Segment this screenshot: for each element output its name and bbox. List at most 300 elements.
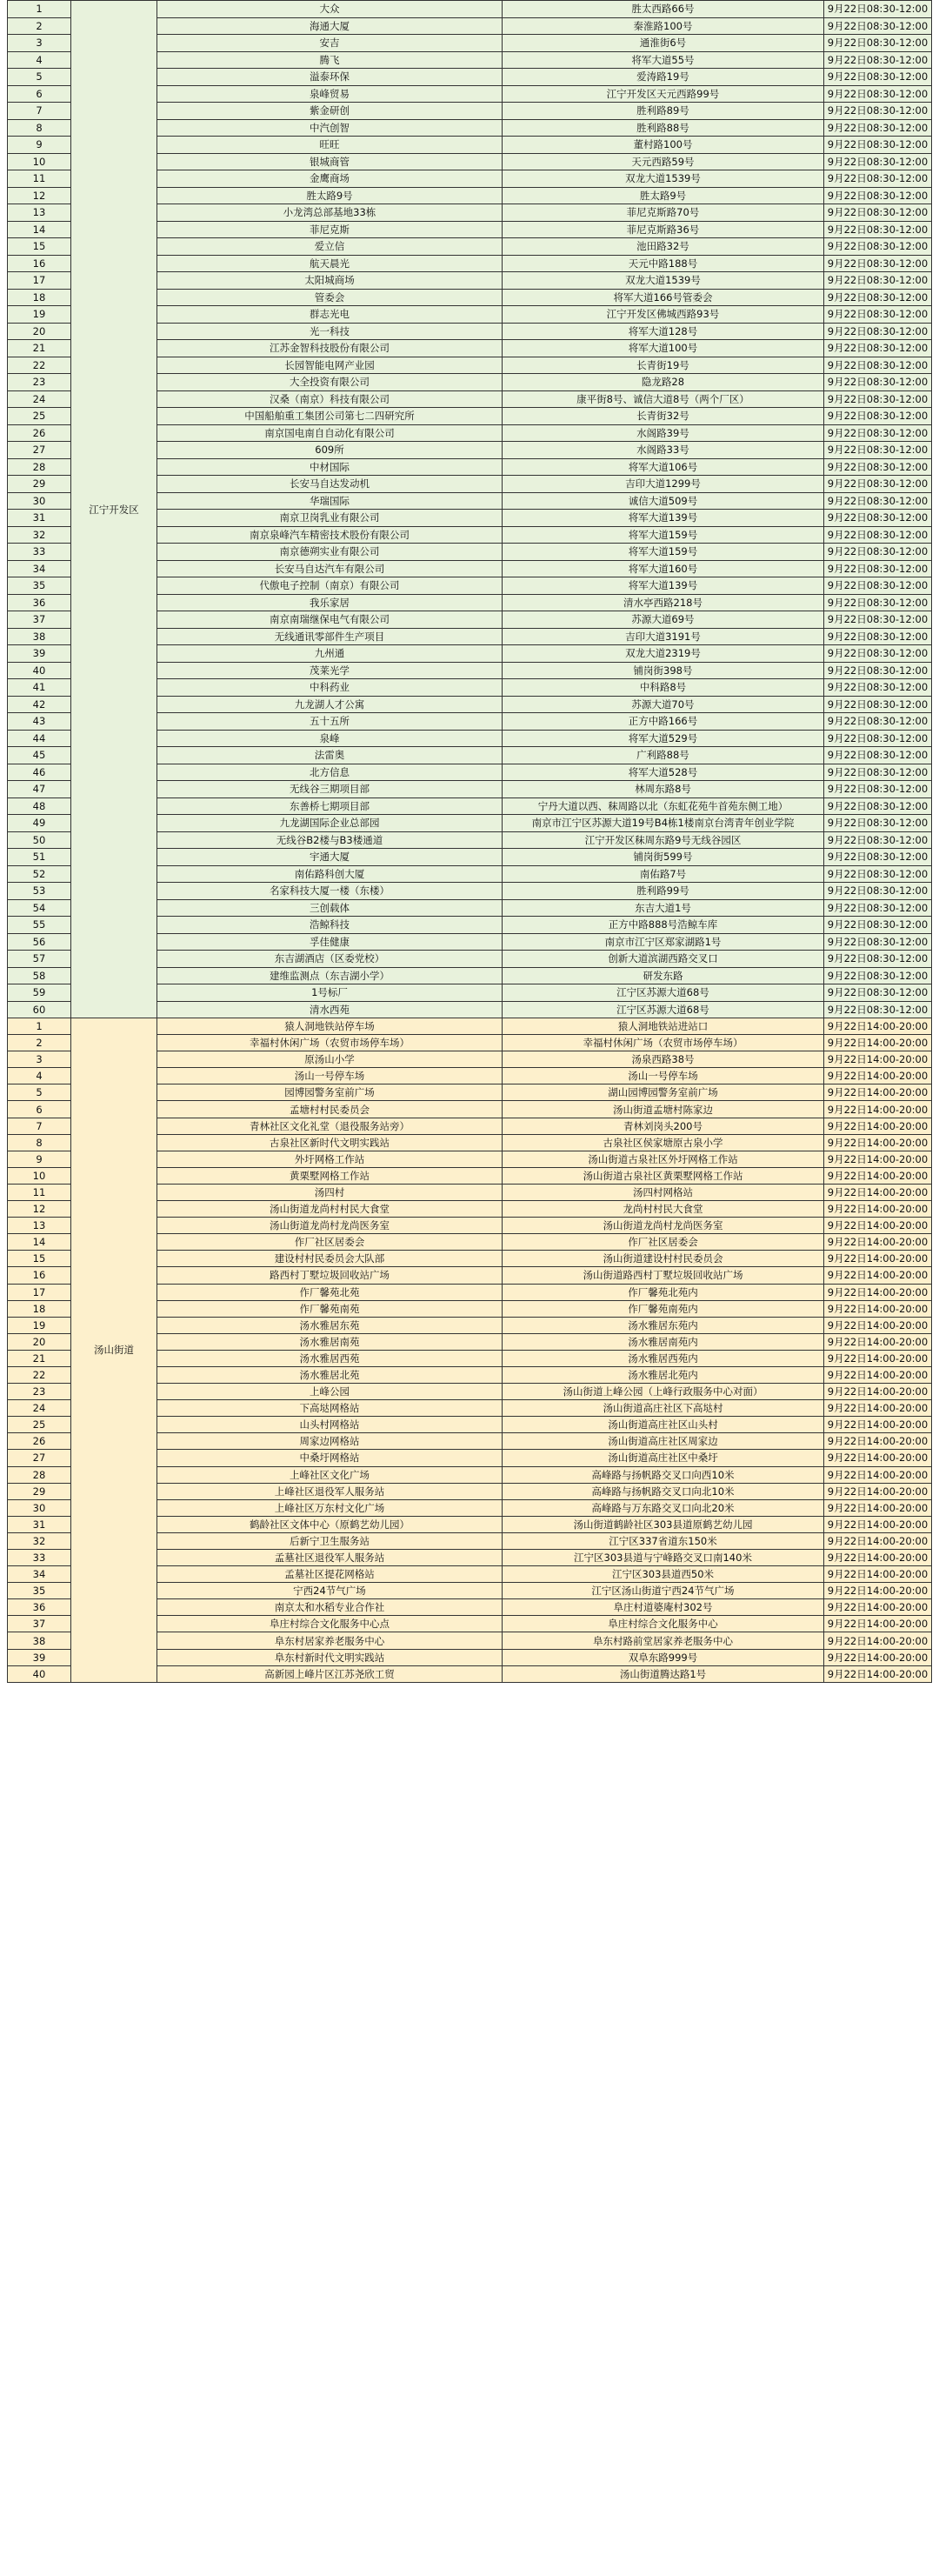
site-name-cell: 孚佳健康 bbox=[157, 933, 503, 951]
testing-time-cell: 9月22日08:30-12:00 bbox=[824, 289, 932, 306]
site-name-cell: 管委会 bbox=[157, 289, 503, 306]
row-number-cell: 30 bbox=[8, 492, 71, 510]
row-number-cell: 52 bbox=[8, 865, 71, 883]
row-number-cell: 51 bbox=[8, 849, 71, 866]
testing-time-cell: 9月22日14:00-20:00 bbox=[824, 1433, 932, 1450]
row-number-cell: 34 bbox=[8, 1566, 71, 1583]
testing-time-cell: 9月22日08:30-12:00 bbox=[824, 611, 932, 629]
site-name-cell: 中材国际 bbox=[157, 458, 503, 476]
site-address-cell: 广利路88号 bbox=[503, 747, 824, 764]
row-number-cell: 45 bbox=[8, 747, 71, 764]
site-address-cell: 胜太路9号 bbox=[503, 187, 824, 204]
testing-time-cell: 9月22日08:30-12:00 bbox=[824, 797, 932, 815]
testing-time-cell: 9月22日14:00-20:00 bbox=[824, 1284, 932, 1300]
row-number-cell: 28 bbox=[8, 1466, 71, 1483]
testing-time-cell: 9月22日08:30-12:00 bbox=[824, 306, 932, 324]
site-address-cell: 吉印大道3191号 bbox=[503, 628, 824, 645]
testing-time-cell: 9月22日14:00-20:00 bbox=[824, 1632, 932, 1649]
testing-time-cell: 9月22日14:00-20:00 bbox=[824, 1350, 932, 1366]
row-number-cell: 24 bbox=[8, 1400, 71, 1417]
row-number-cell: 21 bbox=[8, 1350, 71, 1366]
testing-time-cell: 9月22日14:00-20:00 bbox=[824, 1616, 932, 1632]
site-name-cell: 泉峰贸易 bbox=[157, 85, 503, 103]
row-number-cell: 2 bbox=[8, 17, 71, 35]
site-name-cell: 南佑路科创大厦 bbox=[157, 865, 503, 883]
testing-time-cell: 9月22日14:00-20:00 bbox=[824, 1068, 932, 1084]
testing-time-cell: 9月22日14:00-20:00 bbox=[824, 1218, 932, 1234]
testing-time-cell: 9月22日08:30-12:00 bbox=[824, 781, 932, 798]
testing-time-cell: 9月22日14:00-20:00 bbox=[824, 1317, 932, 1333]
site-name-cell: 作厂馨苑南苑 bbox=[157, 1300, 503, 1317]
row-number-cell: 9 bbox=[8, 1151, 71, 1167]
row-number-cell: 22 bbox=[8, 1366, 71, 1383]
testing-time-cell: 9月22日14:00-20:00 bbox=[824, 1051, 932, 1068]
site-address-cell: 江宁区汤山街道宁西24节气广场 bbox=[503, 1583, 824, 1599]
site-name-cell: 作厂社区居委会 bbox=[157, 1234, 503, 1251]
site-name-cell: 后新宁卫生服务站 bbox=[157, 1532, 503, 1549]
site-name-cell: 高新园上峰片区江苏尧欣工贸 bbox=[157, 1665, 503, 1682]
row-number-cell: 8 bbox=[8, 1134, 71, 1151]
site-address-cell: 江宁开发区秣周东路9号无线谷园区 bbox=[503, 831, 824, 849]
site-name-cell: 无线谷B2楼与B3楼通道 bbox=[157, 831, 503, 849]
site-address-cell: 江宁区苏源大道68号 bbox=[503, 1001, 824, 1018]
row-number-cell: 29 bbox=[8, 1483, 71, 1499]
site-address-cell: 铺岗街398号 bbox=[503, 662, 824, 679]
site-address-cell: 汤山街道高庄社区中桑圩 bbox=[503, 1450, 824, 1466]
row-number-cell: 57 bbox=[8, 951, 71, 968]
site-name-cell: 猿人洞地铁站停车场 bbox=[157, 1018, 503, 1035]
site-name-cell: 航天晨光 bbox=[157, 255, 503, 272]
site-address-cell: 秦淮路100号 bbox=[503, 17, 824, 35]
row-number-cell: 12 bbox=[8, 187, 71, 204]
testing-time-cell: 9月22日08:30-12:00 bbox=[824, 696, 932, 713]
row-number-cell: 37 bbox=[8, 1616, 71, 1632]
testing-time-cell: 9月22日08:30-12:00 bbox=[824, 526, 932, 544]
site-name-cell: 长安马自达汽车有限公司 bbox=[157, 560, 503, 577]
testing-time-cell: 9月22日08:30-12:00 bbox=[824, 594, 932, 611]
testing-time-cell: 9月22日08:30-12:00 bbox=[824, 390, 932, 408]
row-number-cell: 56 bbox=[8, 933, 71, 951]
row-number-cell: 25 bbox=[8, 1417, 71, 1433]
row-number-cell: 26 bbox=[8, 424, 71, 442]
site-name-cell: 名家科技大厦一楼（东楼） bbox=[157, 883, 503, 900]
site-name-cell: 汤山街道龙尚村村民大食堂 bbox=[157, 1201, 503, 1218]
testing-time-cell: 9月22日08:30-12:00 bbox=[824, 1, 932, 18]
row-number-cell: 13 bbox=[8, 204, 71, 222]
site-address-cell: 汤山街道孟塘村陈家边 bbox=[503, 1101, 824, 1118]
site-name-cell: 中科药业 bbox=[157, 679, 503, 697]
site-address-cell: 汤水雅居西苑内 bbox=[503, 1350, 824, 1366]
site-address-cell: 汤山街道古泉社区外圩网格工作站 bbox=[503, 1151, 824, 1167]
testing-sites-table bbox=[7, 0, 932, 1683]
site-address-cell: 青林刘岗头200号 bbox=[503, 1118, 824, 1134]
site-name-cell: 南京国电南自自动化有限公司 bbox=[157, 424, 503, 442]
testing-time-cell: 9月22日08:30-12:00 bbox=[824, 272, 932, 290]
site-address-cell: 将军大道100号 bbox=[503, 340, 824, 357]
site-address-cell: 高峰路与扬帆路交叉口向西10米 bbox=[503, 1466, 824, 1483]
row-number-cell: 25 bbox=[8, 408, 71, 425]
testing-sites-table-container bbox=[7, 0, 932, 1683]
row-number-cell: 27 bbox=[8, 1450, 71, 1466]
site-address-cell: 南京市江宁区苏源大道19号B4栋1楼南京台湾青年创业学院 bbox=[503, 815, 824, 832]
row-number-cell: 43 bbox=[8, 713, 71, 731]
row-number-cell: 39 bbox=[8, 645, 71, 663]
row-number-cell: 18 bbox=[8, 289, 71, 306]
testing-time-cell: 9月22日08:30-12:00 bbox=[824, 204, 932, 222]
site-address-cell: 作厂馨苑北苑内 bbox=[503, 1284, 824, 1300]
site-address-cell: 天元西路59号 bbox=[503, 153, 824, 170]
row-number-cell: 49 bbox=[8, 815, 71, 832]
testing-time-cell: 9月22日14:00-20:00 bbox=[824, 1184, 932, 1200]
row-number-cell: 30 bbox=[8, 1499, 71, 1516]
testing-time-cell: 9月22日08:30-12:00 bbox=[824, 374, 932, 391]
site-name-cell: 紫金研创 bbox=[157, 103, 503, 120]
row-number-cell: 11 bbox=[8, 170, 71, 188]
testing-time-cell: 9月22日08:30-12:00 bbox=[824, 458, 932, 476]
site-address-cell: 汤山街道高庄社区山头村 bbox=[503, 1417, 824, 1433]
site-name-cell: 代傲电子控制（南京）有限公司 bbox=[157, 577, 503, 595]
row-number-cell: 22 bbox=[8, 357, 71, 374]
site-name-cell: 中国船舶重工集团公司第七二四研究所 bbox=[157, 408, 503, 425]
site-address-cell: 汤山街道高庄社区下高垯村 bbox=[503, 1400, 824, 1417]
site-address-cell: 汤山街道高庄社区周家边 bbox=[503, 1433, 824, 1450]
site-address-cell: 研发东路 bbox=[503, 967, 824, 984]
site-address-cell: 创新大道滨湖西路交叉口 bbox=[503, 951, 824, 968]
testing-time-cell: 9月22日08:30-12:00 bbox=[824, 255, 932, 272]
site-address-cell: 将军大道55号 bbox=[503, 51, 824, 69]
testing-time-cell: 9月22日14:00-20:00 bbox=[824, 1300, 932, 1317]
site-name-cell: 菲尼克斯 bbox=[157, 221, 503, 238]
site-name-cell: 古泉社区新时代文明实践站 bbox=[157, 1134, 503, 1151]
row-number-cell: 8 bbox=[8, 119, 71, 137]
testing-time-cell: 9月22日14:00-20:00 bbox=[824, 1366, 932, 1383]
testing-time-cell: 9月22日14:00-20:00 bbox=[824, 1201, 932, 1218]
testing-time-cell: 9月22日08:30-12:00 bbox=[824, 17, 932, 35]
testing-time-cell: 9月22日14:00-20:00 bbox=[824, 1267, 932, 1284]
site-name-cell: 南京太和水稻专业合作社 bbox=[157, 1599, 503, 1616]
site-name-cell: 作厂馨苑北苑 bbox=[157, 1284, 503, 1300]
testing-time-cell: 9月22日08:30-12:00 bbox=[824, 85, 932, 103]
row-number-cell: 35 bbox=[8, 577, 71, 595]
site-name-cell: 东善桥七期项目部 bbox=[157, 797, 503, 815]
row-number-cell: 24 bbox=[8, 390, 71, 408]
site-name-cell: 宁西24节气广场 bbox=[157, 1583, 503, 1599]
site-address-cell: 双龙大道1539号 bbox=[503, 272, 824, 290]
site-address-cell: 作厂馨苑南苑内 bbox=[503, 1300, 824, 1317]
testing-time-cell: 9月22日08:30-12:00 bbox=[824, 815, 932, 832]
testing-time-cell: 9月22日14:00-20:00 bbox=[824, 1167, 932, 1184]
site-address-cell: 宁丹大道以西、秣周路以北（东虹花苑牛首苑东侧工地） bbox=[503, 797, 824, 815]
site-name-cell: 茂莱光学 bbox=[157, 662, 503, 679]
site-address-cell: 江宁区337省道东150米 bbox=[503, 1532, 824, 1549]
district-cell: 江宁开发区 bbox=[71, 1, 157, 1018]
row-number-cell: 34 bbox=[8, 560, 71, 577]
site-name-cell: 无线谷三期项目部 bbox=[157, 781, 503, 798]
row-number-cell: 23 bbox=[8, 1384, 71, 1400]
site-address-cell: 汤水雅居东苑内 bbox=[503, 1317, 824, 1333]
site-address-cell: 古泉社区侯家塘原古泉小学 bbox=[503, 1134, 824, 1151]
site-name-cell: 太阳城商场 bbox=[157, 272, 503, 290]
site-address-cell: 汤水雅居北苑内 bbox=[503, 1366, 824, 1383]
testing-time-cell: 9月22日14:00-20:00 bbox=[824, 1118, 932, 1134]
row-number-cell: 19 bbox=[8, 1317, 71, 1333]
testing-time-cell: 9月22日14:00-20:00 bbox=[824, 1018, 932, 1035]
table-row bbox=[8, 1, 932, 18]
site-address-cell: 东吉大道1号 bbox=[503, 899, 824, 917]
site-name-cell: 安吉 bbox=[157, 35, 503, 52]
site-name-cell: 光一科技 bbox=[157, 323, 503, 340]
site-address-cell: 池田路32号 bbox=[503, 238, 824, 256]
site-name-cell: 汤水雅居西苑 bbox=[157, 1350, 503, 1366]
testing-time-cell: 9月22日08:30-12:00 bbox=[824, 357, 932, 374]
site-address-cell: 双龙大道2319号 bbox=[503, 645, 824, 663]
site-address-cell: 汤水雅居南苑内 bbox=[503, 1333, 824, 1350]
site-name-cell: 上峰社区退役军人服务站 bbox=[157, 1483, 503, 1499]
site-name-cell: 我乐家居 bbox=[157, 594, 503, 611]
testing-time-cell: 9月22日08:30-12:00 bbox=[824, 560, 932, 577]
testing-time-cell: 9月22日14:00-20:00 bbox=[824, 1599, 932, 1616]
row-number-cell: 31 bbox=[8, 1516, 71, 1532]
row-number-cell: 6 bbox=[8, 85, 71, 103]
testing-time-cell: 9月22日08:30-12:00 bbox=[824, 645, 932, 663]
row-number-cell: 14 bbox=[8, 1234, 71, 1251]
table-row bbox=[8, 1018, 932, 1035]
testing-time-cell: 9月22日14:00-20:00 bbox=[824, 1384, 932, 1400]
row-number-cell: 7 bbox=[8, 1118, 71, 1134]
site-name-cell: 南京卫岗乳业有限公司 bbox=[157, 510, 503, 527]
testing-time-cell: 9月22日14:00-20:00 bbox=[824, 1101, 932, 1118]
testing-time-cell: 9月22日08:30-12:00 bbox=[824, 628, 932, 645]
testing-time-cell: 9月22日14:00-20:00 bbox=[824, 1035, 932, 1051]
site-address-cell: 长青街19号 bbox=[503, 357, 824, 374]
row-number-cell: 58 bbox=[8, 967, 71, 984]
row-number-cell: 23 bbox=[8, 374, 71, 391]
site-name-cell: 幸福村休闲广场（农贸市场停车场） bbox=[157, 1035, 503, 1051]
site-name-cell: 宇通大厦 bbox=[157, 849, 503, 866]
site-address-cell: 天元中路188号 bbox=[503, 255, 824, 272]
site-address-cell: 阜东村路前堂居家养老服务中心 bbox=[503, 1632, 824, 1649]
site-name-cell: 大众 bbox=[157, 1, 503, 18]
site-address-cell: 通淮街6号 bbox=[503, 35, 824, 52]
testing-time-cell: 9月22日08:30-12:00 bbox=[824, 544, 932, 561]
testing-time-cell: 9月22日08:30-12:00 bbox=[824, 340, 932, 357]
site-address-cell: 将军大道159号 bbox=[503, 544, 824, 561]
site-name-cell: 九州通 bbox=[157, 645, 503, 663]
site-address-cell: 汤山街道上峰公园（上峰行政服务中心对面） bbox=[503, 1384, 824, 1400]
testing-time-cell: 9月22日14:00-20:00 bbox=[824, 1566, 932, 1583]
testing-time-cell: 9月22日08:30-12:00 bbox=[824, 764, 932, 781]
site-name-cell: 中汽创智 bbox=[157, 119, 503, 137]
site-name-cell: 园博园警务室前广场 bbox=[157, 1084, 503, 1101]
site-name-cell: 法雷奥 bbox=[157, 747, 503, 764]
row-number-cell: 47 bbox=[8, 781, 71, 798]
site-name-cell: 九龙湖人才公寓 bbox=[157, 696, 503, 713]
testing-time-cell: 9月22日08:30-12:00 bbox=[824, 187, 932, 204]
row-number-cell: 1 bbox=[8, 1018, 71, 1035]
testing-time-cell: 9月22日08:30-12:00 bbox=[824, 510, 932, 527]
site-address-cell: 高峰路与扬帆路交叉口向北10米 bbox=[503, 1483, 824, 1499]
site-name-cell: 汉桑（南京）科技有限公司 bbox=[157, 390, 503, 408]
row-number-cell: 26 bbox=[8, 1433, 71, 1450]
site-name-cell: 北方信息 bbox=[157, 764, 503, 781]
site-address-cell: 双阜东路999号 bbox=[503, 1649, 824, 1665]
site-name-cell: 清水西苑 bbox=[157, 1001, 503, 1018]
site-address-cell: 董村路100号 bbox=[503, 137, 824, 154]
row-number-cell: 10 bbox=[8, 1167, 71, 1184]
row-number-cell: 38 bbox=[8, 628, 71, 645]
testing-time-cell: 9月22日14:00-20:00 bbox=[824, 1400, 932, 1417]
site-name-cell: 长园智能电网产业园 bbox=[157, 357, 503, 374]
site-name-cell: 海通大厦 bbox=[157, 17, 503, 35]
site-address-cell: 猿人洞地铁站进站口 bbox=[503, 1018, 824, 1035]
row-number-cell: 48 bbox=[8, 797, 71, 815]
row-number-cell: 16 bbox=[8, 255, 71, 272]
testing-time-cell: 9月22日08:30-12:00 bbox=[824, 713, 932, 731]
row-number-cell: 21 bbox=[8, 340, 71, 357]
site-address-cell: 胜太西路66号 bbox=[503, 1, 824, 18]
site-address-cell: 将军大道106号 bbox=[503, 458, 824, 476]
row-number-cell: 15 bbox=[8, 238, 71, 256]
site-address-cell: 汤山街道建设村村民委员会 bbox=[503, 1251, 824, 1267]
site-name-cell: 小龙湾总部基地33栋 bbox=[157, 204, 503, 222]
row-number-cell: 31 bbox=[8, 510, 71, 527]
row-number-cell: 18 bbox=[8, 1300, 71, 1317]
site-name-cell: 阜庄村综合文化服务中心点 bbox=[157, 1616, 503, 1632]
row-number-cell: 9 bbox=[8, 137, 71, 154]
table-body bbox=[8, 1, 932, 1683]
testing-time-cell: 9月22日08:30-12:00 bbox=[824, 679, 932, 697]
row-number-cell: 20 bbox=[8, 323, 71, 340]
site-address-cell: 林周东路8号 bbox=[503, 781, 824, 798]
site-address-cell: 江宁区苏源大道68号 bbox=[503, 984, 824, 1002]
testing-time-cell: 9月22日08:30-12:00 bbox=[824, 119, 932, 137]
site-name-cell: 南京南瑞继保电气有限公司 bbox=[157, 611, 503, 629]
row-number-cell: 19 bbox=[8, 306, 71, 324]
row-number-cell: 55 bbox=[8, 917, 71, 934]
testing-time-cell: 9月22日14:00-20:00 bbox=[824, 1499, 932, 1516]
site-name-cell: 周家边网格站 bbox=[157, 1433, 503, 1450]
row-number-cell: 44 bbox=[8, 730, 71, 747]
site-name-cell: 东吉湖酒店（区委党校） bbox=[157, 951, 503, 968]
site-address-cell: 菲尼克斯路36号 bbox=[503, 221, 824, 238]
site-name-cell: 江苏金智科技股份有限公司 bbox=[157, 340, 503, 357]
site-name-cell: 华瑞国际 bbox=[157, 492, 503, 510]
site-name-cell: 汤山街道龙尚村龙尚医务室 bbox=[157, 1218, 503, 1234]
site-address-cell: 南佑路7号 bbox=[503, 865, 824, 883]
testing-time-cell: 9月22日14:00-20:00 bbox=[824, 1333, 932, 1350]
row-number-cell: 40 bbox=[8, 662, 71, 679]
site-address-cell: 汤山街道路西村丁墅垃圾回收站广场 bbox=[503, 1267, 824, 1284]
row-number-cell: 59 bbox=[8, 984, 71, 1002]
row-number-cell: 36 bbox=[8, 594, 71, 611]
site-name-cell: 汤水雅居东苑 bbox=[157, 1317, 503, 1333]
site-address-cell: 康平街8号、诚信大道8号（两个厂区） bbox=[503, 390, 824, 408]
testing-time-cell: 9月22日08:30-12:00 bbox=[824, 865, 932, 883]
site-name-cell: 旺旺 bbox=[157, 137, 503, 154]
row-number-cell: 14 bbox=[8, 221, 71, 238]
testing-time-cell: 9月22日08:30-12:00 bbox=[824, 221, 932, 238]
row-number-cell: 29 bbox=[8, 476, 71, 493]
site-name-cell: 金鹰商场 bbox=[157, 170, 503, 188]
site-address-cell: 阜庄村综合文化服务中心 bbox=[503, 1616, 824, 1632]
row-number-cell: 33 bbox=[8, 544, 71, 561]
site-name-cell: 孟塘村村民委员会 bbox=[157, 1101, 503, 1118]
testing-time-cell: 9月22日08:30-12:00 bbox=[824, 103, 932, 120]
testing-time-cell: 9月22日08:30-12:00 bbox=[824, 662, 932, 679]
site-address-cell: 水阁路33号 bbox=[503, 442, 824, 459]
row-number-cell: 42 bbox=[8, 696, 71, 713]
row-number-cell: 1 bbox=[8, 1, 71, 18]
site-address-cell: 汤山街道鹤龄社区303县道原鹤艺幼儿园 bbox=[503, 1516, 824, 1532]
row-number-cell: 10 bbox=[8, 153, 71, 170]
site-name-cell: 银城商管 bbox=[157, 153, 503, 170]
site-address-cell: 苏源大道69号 bbox=[503, 611, 824, 629]
site-address-cell: 正方中路166号 bbox=[503, 713, 824, 731]
site-address-cell: 湖山园博园警务室前广场 bbox=[503, 1084, 824, 1101]
site-name-cell: 泉峰 bbox=[157, 730, 503, 747]
testing-time-cell: 9月22日08:30-12:00 bbox=[824, 831, 932, 849]
site-name-cell: 路西村丁墅垃圾回收站广场 bbox=[157, 1267, 503, 1284]
site-address-cell: 胜利路99号 bbox=[503, 883, 824, 900]
site-name-cell: 外圩网格工作站 bbox=[157, 1151, 503, 1167]
site-name-cell: 汤水雅居南苑 bbox=[157, 1333, 503, 1350]
row-number-cell: 7 bbox=[8, 103, 71, 120]
row-number-cell: 3 bbox=[8, 1051, 71, 1068]
site-name-cell: 上峰社区万东村文化广场 bbox=[157, 1499, 503, 1516]
site-address-cell: 水阁路39号 bbox=[503, 424, 824, 442]
site-name-cell: 南京泉峰汽车精密技术股份有限公司 bbox=[157, 526, 503, 544]
district-cell: 汤山街道 bbox=[71, 1018, 157, 1683]
site-address-cell: 江宁开发区佛城西路93号 bbox=[503, 306, 824, 324]
site-name-cell: 汤水雅居北苑 bbox=[157, 1366, 503, 1383]
site-name-cell: 大全投资有限公司 bbox=[157, 374, 503, 391]
testing-time-cell: 9月22日08:30-12:00 bbox=[824, 323, 932, 340]
site-address-cell: 爱涛路19号 bbox=[503, 69, 824, 86]
site-name-cell: 下高垯网格站 bbox=[157, 1400, 503, 1417]
row-number-cell: 12 bbox=[8, 1201, 71, 1218]
testing-time-cell: 9月22日08:30-12:00 bbox=[824, 883, 932, 900]
row-number-cell: 27 bbox=[8, 442, 71, 459]
testing-time-cell: 9月22日14:00-20:00 bbox=[824, 1134, 932, 1151]
row-number-cell: 15 bbox=[8, 1251, 71, 1267]
site-address-cell: 隐龙路28 bbox=[503, 374, 824, 391]
site-name-cell: 阜东村新时代文明实践站 bbox=[157, 1649, 503, 1665]
site-name-cell: 孟墓社区提花网格站 bbox=[157, 1566, 503, 1583]
site-name-cell: 群志光电 bbox=[157, 306, 503, 324]
site-address-cell: 将军大道139号 bbox=[503, 510, 824, 527]
site-address-cell: 江宁开发区天元西路99号 bbox=[503, 85, 824, 103]
row-number-cell: 35 bbox=[8, 1583, 71, 1599]
site-address-cell: 将军大道128号 bbox=[503, 323, 824, 340]
testing-time-cell: 9月22日08:30-12:00 bbox=[824, 967, 932, 984]
site-name-cell: 1号标厂 bbox=[157, 984, 503, 1002]
testing-time-cell: 9月22日08:30-12:00 bbox=[824, 408, 932, 425]
testing-time-cell: 9月22日08:30-12:00 bbox=[824, 424, 932, 442]
site-address-cell: 菲尼克斯路70号 bbox=[503, 204, 824, 222]
site-name-cell: 上峰公园 bbox=[157, 1384, 503, 1400]
site-address-cell: 将军大道160号 bbox=[503, 560, 824, 577]
site-address-cell: 将军大道529号 bbox=[503, 730, 824, 747]
testing-time-cell: 9月22日14:00-20:00 bbox=[824, 1234, 932, 1251]
site-name-cell: 汤山一号停车场 bbox=[157, 1068, 503, 1084]
site-name-cell: 山头村网格站 bbox=[157, 1417, 503, 1433]
testing-time-cell: 9月22日08:30-12:00 bbox=[824, 153, 932, 170]
row-number-cell: 46 bbox=[8, 764, 71, 781]
testing-time-cell: 9月22日08:30-12:00 bbox=[824, 984, 932, 1002]
row-number-cell: 3 bbox=[8, 35, 71, 52]
site-name-cell: 中桑圩网格站 bbox=[157, 1450, 503, 1466]
site-address-cell: 汤泉西路38号 bbox=[503, 1051, 824, 1068]
